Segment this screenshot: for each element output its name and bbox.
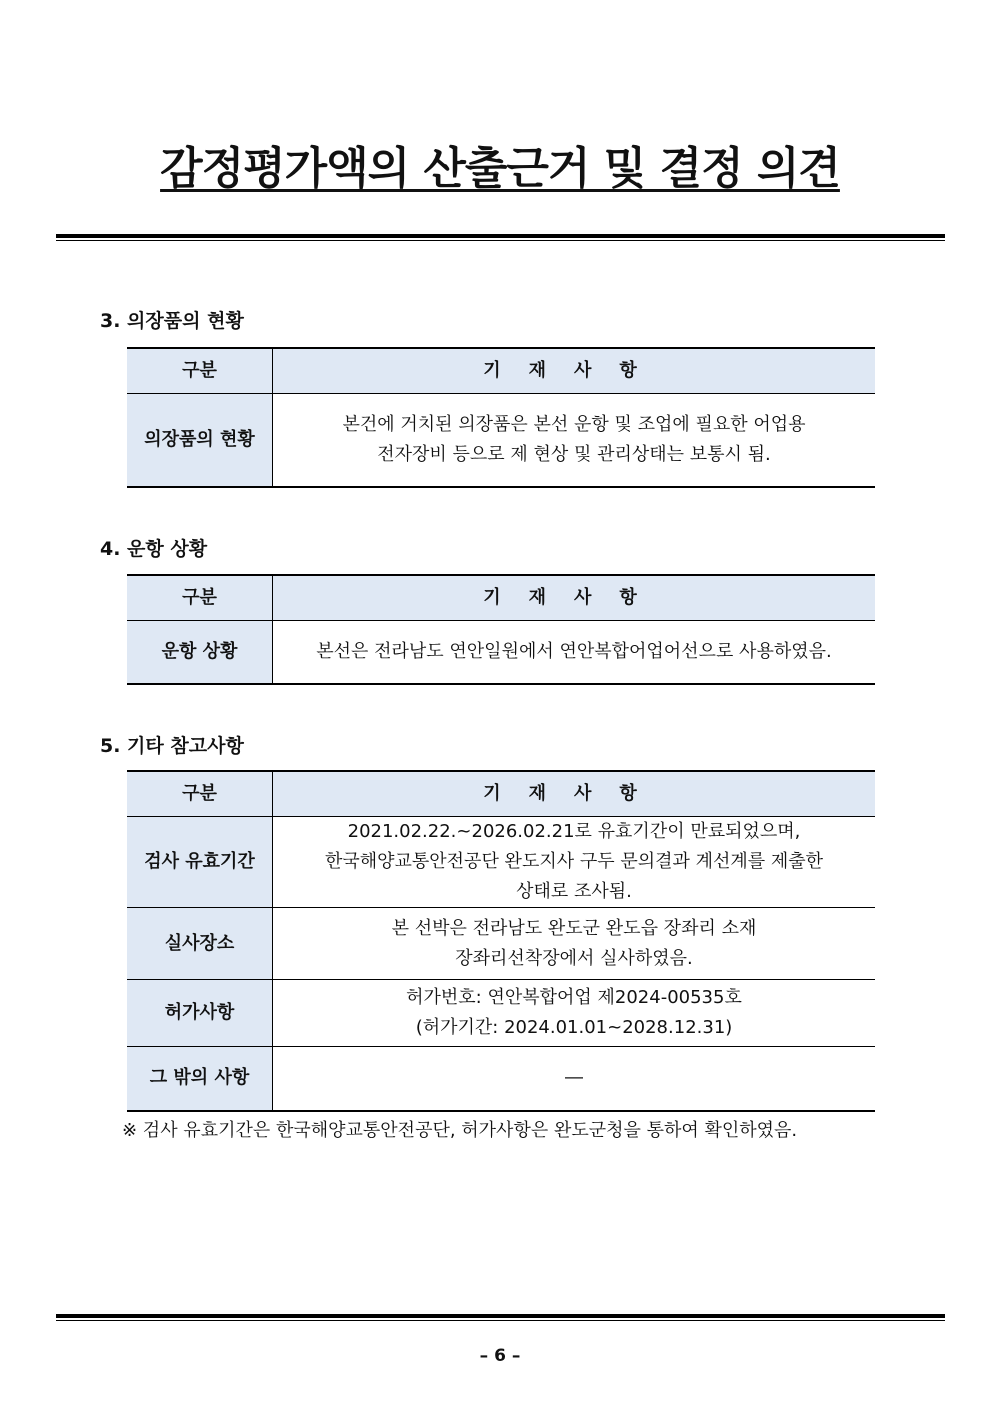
bottom-divider bbox=[56, 1314, 945, 1321]
row-line: 전자장비 등으로 제 현상 및 관리상태는 보통시 됨. bbox=[377, 443, 771, 465]
section-heading-furnishings: 3. 의장품의 현황 bbox=[100, 310, 244, 332]
table-row bbox=[127, 817, 875, 908]
row-line: 상태로 조사됨. bbox=[516, 881, 632, 902]
section-heading-operation: 4. 운항 상황 bbox=[100, 538, 208, 560]
row-content bbox=[273, 817, 876, 908]
section-heading-other: 5. 기타 참고사항 bbox=[100, 735, 244, 757]
row-line: 허가번호: 연안복합어업 제2024-00535호 bbox=[406, 987, 742, 1008]
operation-table bbox=[127, 574, 875, 685]
row-line: 장좌리선착장에서 실사하였음. bbox=[455, 947, 693, 969]
row-label: 실사장소 bbox=[127, 908, 273, 980]
row-line: 본건에 거치된 의장품은 본선 운항 및 조업에 필요한 어업용 bbox=[342, 413, 806, 435]
row-label: 검사 유효기간 bbox=[127, 817, 273, 908]
row-label: 의장품의 현황 bbox=[127, 394, 273, 487]
row-line: 본 선박은 전라남도 완도군 완도읍 장좌리 소재 bbox=[391, 917, 757, 939]
table-row bbox=[127, 621, 875, 684]
row-line: 한국해양교통안전공단 완도지사 구두 문의결과 계선계를 제출한 bbox=[324, 851, 824, 872]
table-row bbox=[127, 1047, 875, 1111]
row-label: 그 밖의 사항 bbox=[127, 1047, 273, 1111]
header-label-cell: 구분 bbox=[127, 575, 273, 621]
page-title: 감정평가액의 산출근거 및 결정 의견 bbox=[160, 143, 840, 194]
table-row bbox=[127, 908, 875, 980]
page-number: – 6 – bbox=[479, 1346, 521, 1366]
table-header-row bbox=[127, 575, 875, 621]
row-content bbox=[273, 908, 876, 980]
furnishings-table bbox=[127, 347, 875, 488]
footnote: ※ 검사 유효기간은 한국해양교통안전공단, 허가사항은 완도군청을 통하여 확인하였음. bbox=[122, 1120, 798, 1141]
row-content bbox=[273, 621, 876, 684]
table-row bbox=[127, 980, 875, 1047]
row-content bbox=[273, 394, 876, 487]
row-line: ― bbox=[565, 1067, 583, 1089]
header-content-cell: 기재사항 bbox=[273, 348, 876, 394]
table-row bbox=[127, 394, 875, 487]
table-header-row bbox=[127, 348, 875, 394]
row-line: 2021.02.22.~2026.02.21로 유효기간이 만료되었으며, bbox=[347, 821, 801, 842]
row-label: 운항 상황 bbox=[127, 621, 273, 684]
row-label: 허가사항 bbox=[127, 980, 273, 1047]
header-content-cell: 기재사항 bbox=[273, 575, 876, 621]
header-content-cell: 기재사항 bbox=[273, 771, 876, 817]
row-content bbox=[273, 1047, 876, 1111]
row-content bbox=[273, 980, 876, 1047]
table-header-row bbox=[127, 771, 875, 817]
header-label-cell: 구분 bbox=[127, 348, 273, 394]
other-info-table bbox=[127, 770, 875, 1112]
header-label-cell: 구분 bbox=[127, 771, 273, 817]
row-line: 본선은 전라남도 연안일원에서 연안복합어업어선으로 사용하였음. bbox=[316, 640, 832, 662]
top-divider bbox=[56, 234, 945, 241]
row-line: (허가기간: 2024.01.01~2028.12.31) bbox=[415, 1017, 733, 1038]
